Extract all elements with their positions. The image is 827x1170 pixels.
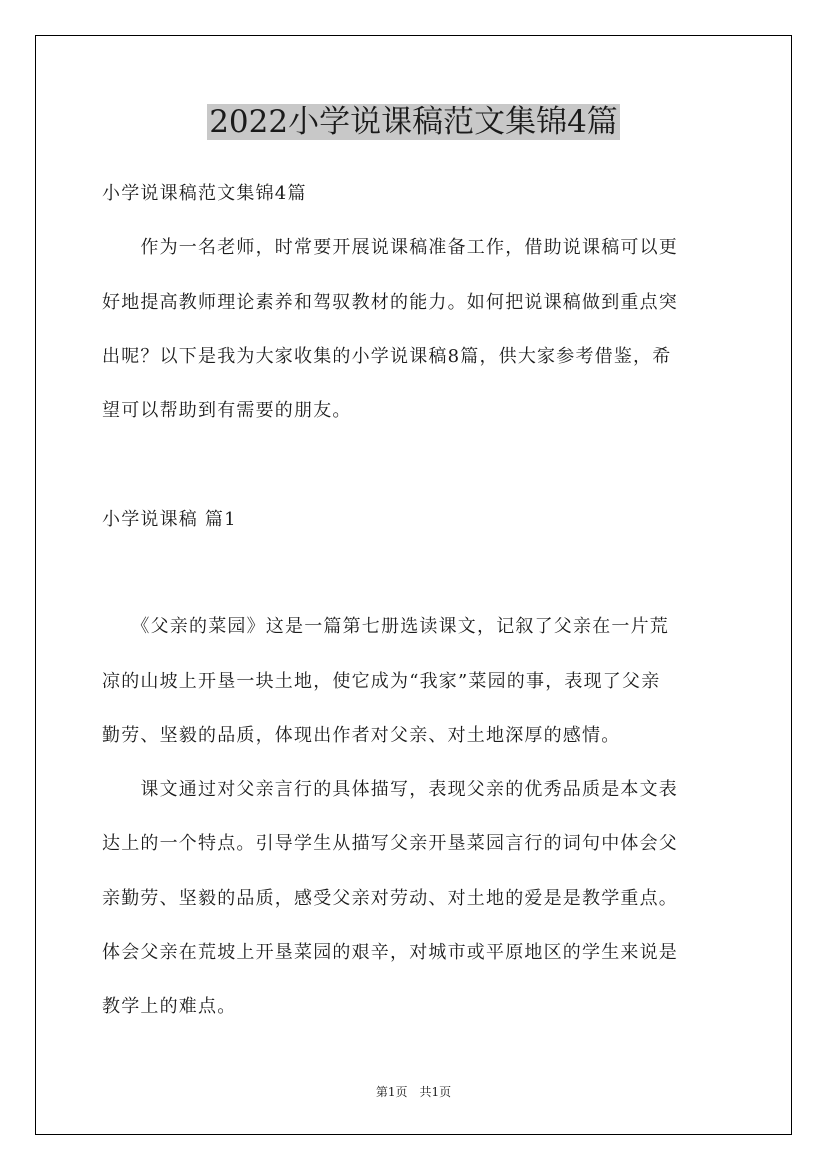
page-footer: 第1页 共1页 <box>375 1085 452 1099</box>
body-line-4: 课文通过对父亲言行的具体描写，表现父亲的优秀品质是本文表 <box>102 779 678 800</box>
intro-line-3: 出呢？以下是我为大家收集的小学说课稿8篇，供大家参考借鉴，希 <box>102 346 672 367</box>
body-line-3: 勤劳、坚毅的品质，体现出作者对父亲、对土地深厚的感情。 <box>102 725 621 746</box>
intro-line-2: 好地提高教师理论素养和驾驭教材的能力。如何把说课稿做到重点突 <box>102 292 678 313</box>
body-line-1: 《父亲的菜园》这是一篇第七册选读课文，记叙了父亲在一片荒 <box>102 616 669 637</box>
body-line-2: 凉的山坡上开垦一块土地，使它成为“我家”菜园的事，表现了父亲 <box>102 671 661 692</box>
document-title-text: 2022小学说课稿范文集锦4篇 <box>209 104 618 140</box>
intro-line-1: 作为一名老师，时常要开展说课稿准备工作，借助说课稿可以更 <box>102 237 678 258</box>
section-heading: 小学说课稿 篇1 <box>102 509 237 530</box>
intro-line-4: 望可以帮助到有需要的朋友。 <box>102 400 352 421</box>
body-line-7: 体会父亲在荒坡上开垦菜园的艰辛，对城市或平原地区的学生来说是 <box>102 942 678 963</box>
subtitle-line: 小学说课稿范文集锦4篇 <box>102 183 307 204</box>
body-line-5: 达上的一个特点。引导学生从描写父亲开垦菜园言行的词句中体会父 <box>102 833 678 854</box>
body-line-6: 亲勤劳、坚毅的品质，感受父亲对劳动、对土地的爱是是教学重点。 <box>102 888 678 909</box>
document-title <box>0 102 827 142</box>
body-line-8: 教学上的难点。 <box>102 996 237 1017</box>
